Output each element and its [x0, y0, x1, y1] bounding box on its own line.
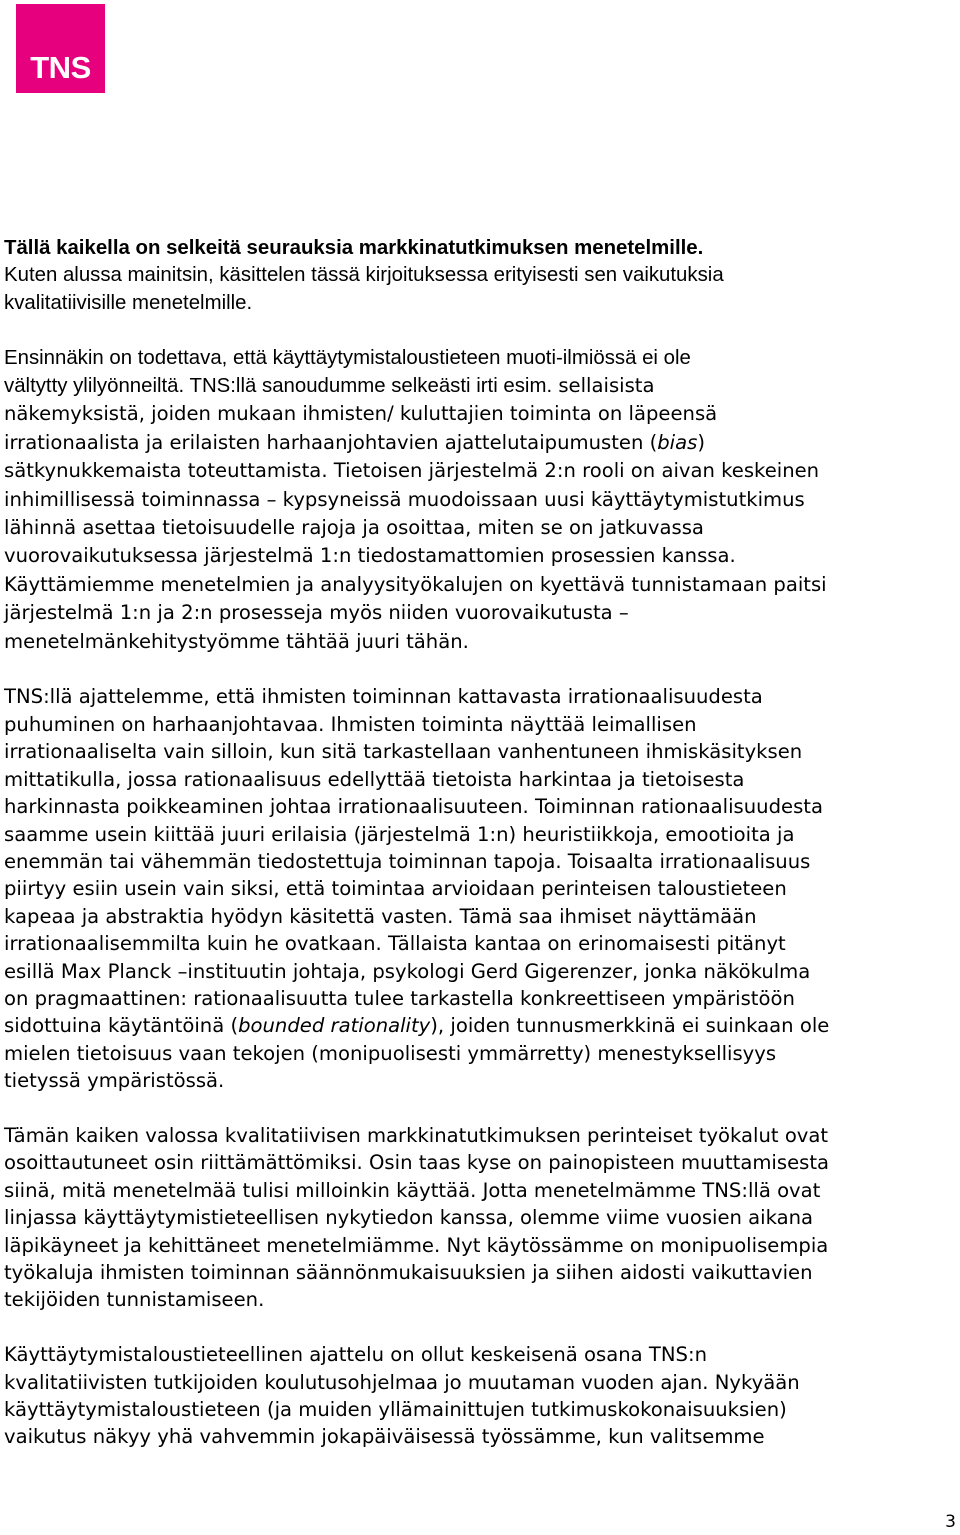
paragraph-3: [4, 683, 960, 1094]
logo-text: TNS: [30, 50, 91, 85]
paragraph-5: Käyttäytymistaloustieteellinen ajattelu on ollut keskeisenä osana TNS:n kvalitatiivisten tutkijoiden koulutusohjelmaa jo muutaman vuoden ajan. Nykyään käyttäytymistaloustieteen (ja muiden yllämainittujen tutkimuskokonaisuuksien) vaikutus näkyy yhä vahvemmin jokapäiväisessä työssämme, kun valitsemme: [4, 1343, 800, 1449]
paragraph-3-italic: bounded rationality: [238, 1014, 431, 1038]
paragraph-3-part1: TNS:llä ajattelemme, että ihmisten toiminnan kattavasta irrationaalisuudesta puhuminen on harhaanjohtavaa. Ihmisten toiminta näyttää leimallisen irrationaaliselta vain silloin, kun sitä tarkastellaan vanhentuneen ihmiskäsityksen mittatikulla, jossa rationaalisuus edellyttää tietoista harkintaa ja tietoisesta harkinnasta poikkeaminen johtaa irrationaalisuuteen. Toiminnan rationaalisuudesta saamme usein kiittää juuri erilaisia (järjestelmä 1:n) heuristiikkoja, emootioita ja enemmän tai vähemmän tiedostettuja toiminnan tapoja. Toisaalta irrationaalisuus piirtyy esiin usein vain siksi, että toimintaa arvioidaan perinteisen taloustieteen kapeaa ja abstraktia hyödyn käsitettä vasten. Tämä saa ihmiset näyttämään irrationaalisemmilta kuin he ovatkaan. Tällaista kantaa on erinomaisesti pitänyt esillä Max Planck –instituutin johtaja, psykologi Gerd Gigerenzer, jonka näkökulma on pragmaattinen: rationaalisuutta tulee tarkastella konkreettiseen ympäristöön sidottuina käytäntöinä (: [4, 685, 823, 1038]
paragraph-2: [4, 345, 960, 656]
paragraph-2-part2: sellaisista näkemyksistä, joiden mukaan ihmisten/ kuluttajien toiminta on läpeensä irrationaalista ja erilaisten harhaanjohtavien ajattelutaipumusten (: [4, 374, 718, 454]
paragraph-2-italic: bias: [657, 430, 698, 454]
tns-logo: [16, 4, 105, 93]
paragraph-1-text: Kuten alussa mainitsin, käsittelen tässä kirjoituksessa erityisesti sen vaikutuksia kvalitatiivisille menetelmille.: [4, 264, 724, 314]
paragraph-1: [4, 235, 960, 317]
paragraph-2-part1: Ensinnäkin on todettava, että käyttäytymistaloustieteen muoti-ilmiössä ei ole vältytty ylilyönneiltä. TNS:llä sanoudumme selkeästi irti esim.: [4, 346, 691, 398]
paragraph-4: Tämän kaiken valossa kvalitatiivisen markkinatutkimuksen perinteiset työkalut ovat osoittautuneet osin riittämättömiksi. Osin taas kyse on painopisteen muuttamisesta siinä, mitä menetelmää tulisi milloinkin käyttää. Jotta menetelmämme TNS:llä ovat linjassa käyttäytymistieteellisen nykytiedon kanssa, olemme viime vuosien aikana läpikäyneet ja kehittäneet menetelmiämme. Nyt käytössämme on monipuolisempia työkaluja ihmisten toiminnan säännönmukaisuuksien ja siihen aidosti vaikuttavien tekijöiden tunnistamiseen.: [4, 1123, 830, 1312]
document-body: [4, 235, 960, 1451]
paragraph-1-heading: Tällä kaikella on selkeitä seurauksia markkinatutkimuksen menetelmille.: [4, 237, 704, 259]
page-number: 3: [945, 1512, 956, 1532]
paragraph-2-part3: ) sätkynukkemaista toteuttamista. Tietoisen järjestelmä 2:n rooli on aivan keskeinen inhimillisessä toiminnassa – kypsyneissä muodoissaan uusi käyttäytymistutkimus lähinnä asettaa tietoisuudelle rajoja ja osoittaa, miten se on jatkuvassa vuorovaikutuksessa järjestelmä 1:n tiedostamattomien prosessien kanssa. Käyttämiemme menetelmien ja analyysityökalujen on kyettävä tunnistamaan paitsi järjestelmä 1:n ja 2:n prosesseja myös niiden vuorovaikutusta – menetelmänkehitystyömme tähtää juuri tähän.: [4, 430, 827, 653]
paragraph-3-part2: ), joiden tunnusmerkkinä ei suinkaan ole mielen tietoisuus vaan tekojen (monipuolisesti ymmärretty) menestyksellisyys tietyssä ympäristössä.: [4, 1014, 830, 1093]
